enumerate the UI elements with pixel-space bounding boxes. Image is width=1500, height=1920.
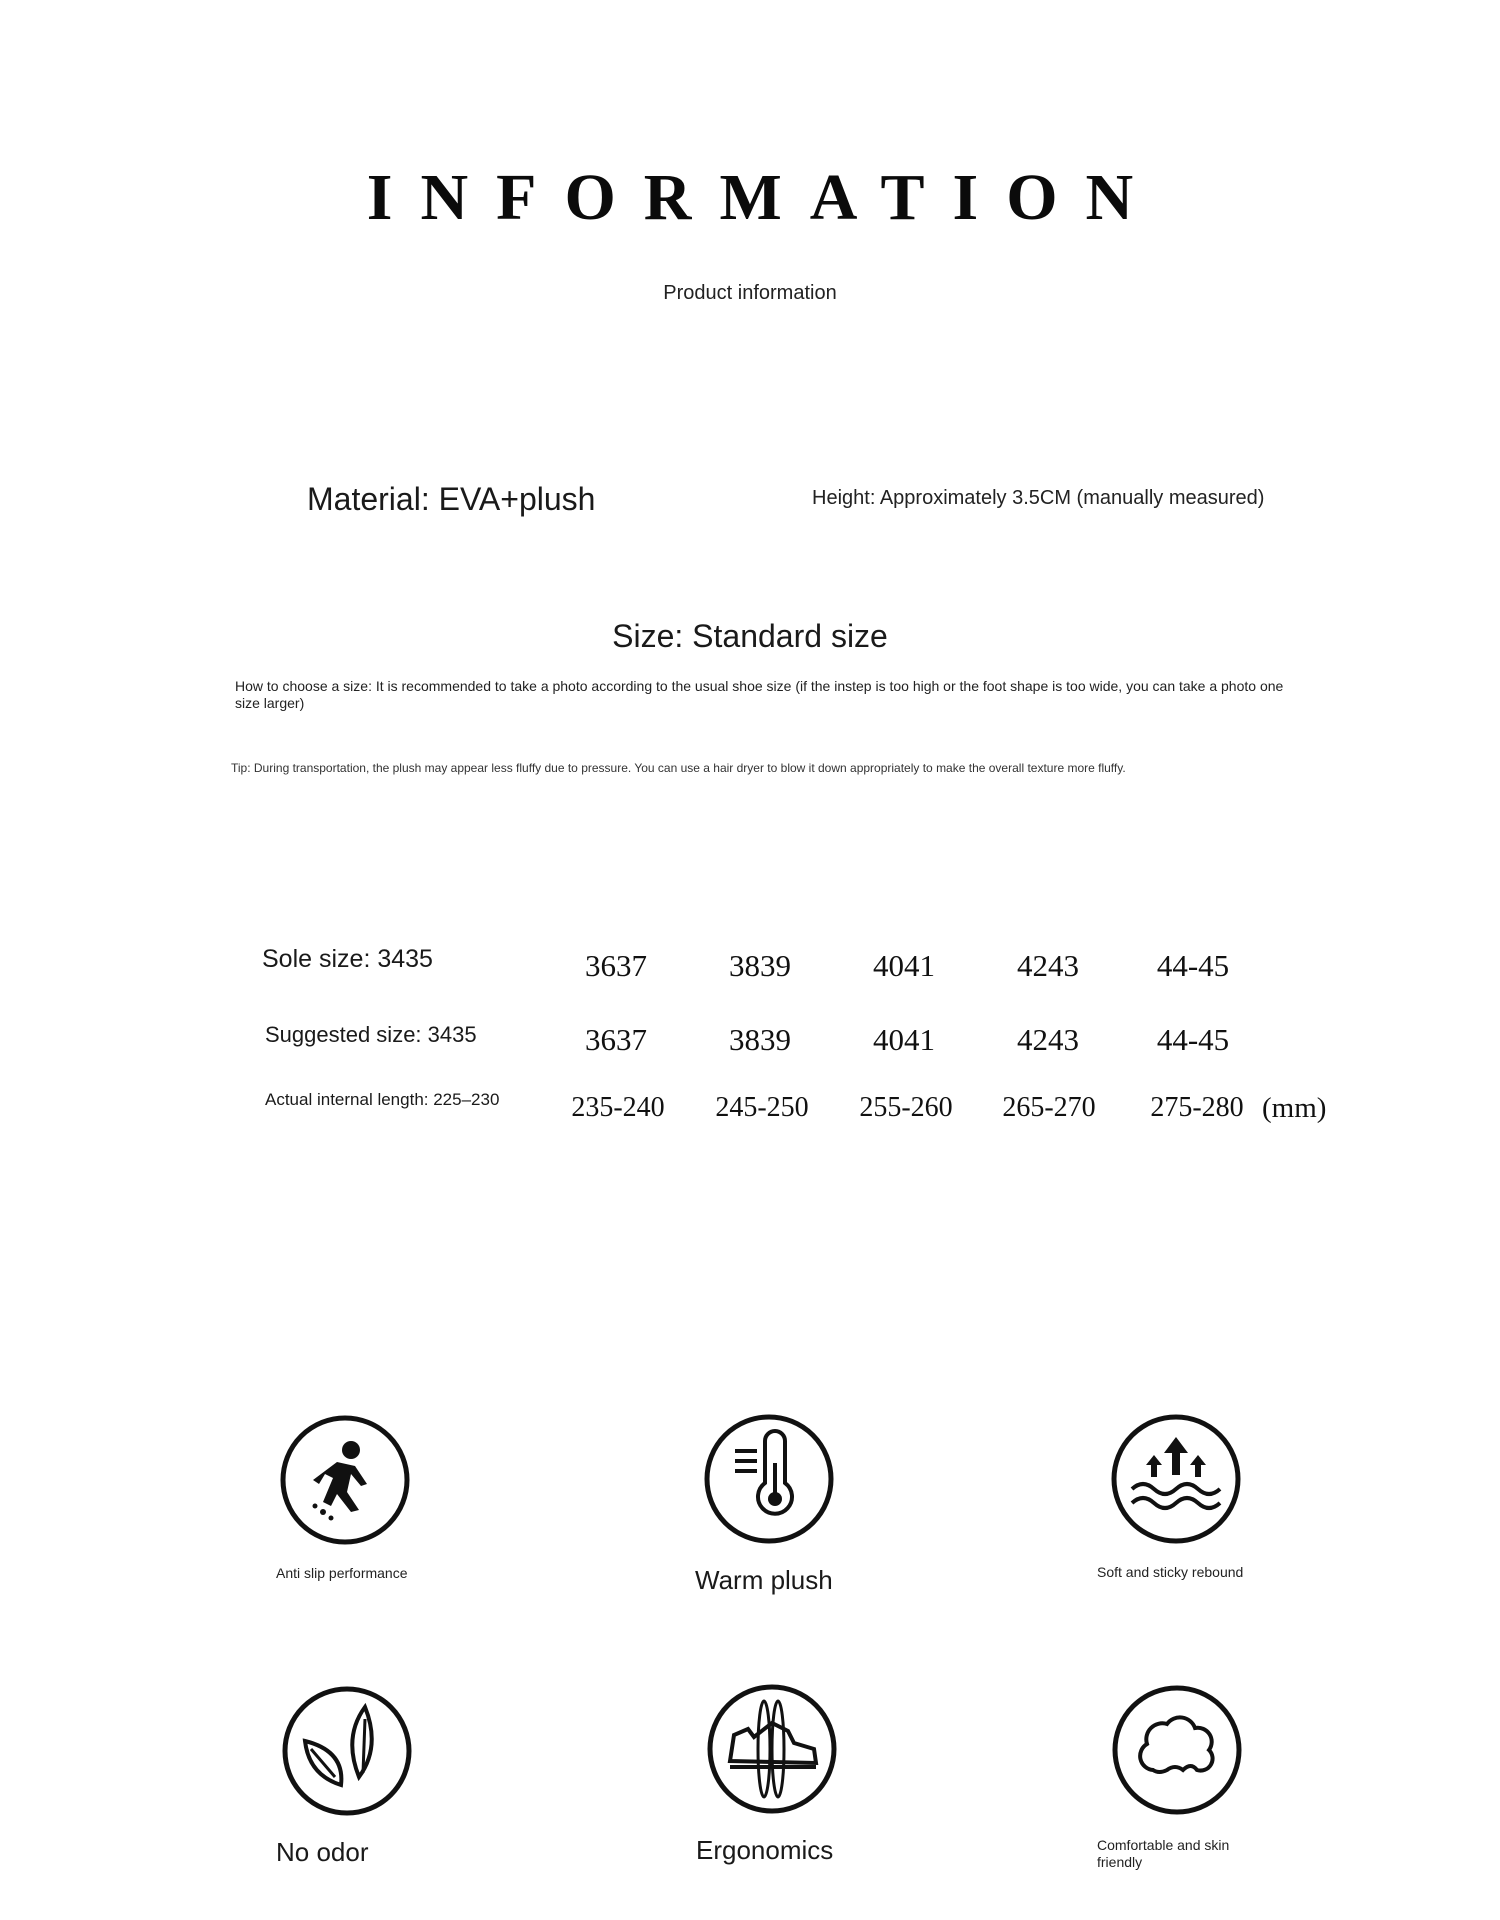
suggested-size-label: Suggested size: 3435 [265,1022,477,1047]
table-cell: 4041 [873,1022,935,1057]
cloud-icon [1111,1684,1243,1816]
table-cell: 4041 [873,948,935,983]
sole-size-label: Sole size: 3435 [262,945,433,973]
table-cell: 44-45 [1156,1022,1230,1057]
transport-tip: Tip: During transportation, the plush may appear less fluffy due to pressure. You can use a hair dryer to blow it down appropriately to make the overall texture more fluffy. [231,761,1126,775]
table-cell: 255-260 [859,1092,953,1123]
unit-label: (mm) [1262,1092,1327,1124]
shoe-icon [706,1683,838,1815]
height-spec: Height: Approximately 3.5CM (manually measured) [812,487,1265,509]
table-cell: 3839 [729,948,791,983]
table-cell: 245-250 [715,1092,809,1123]
table-cell: 3637 [585,1022,647,1057]
feature-caption: Soft and sticky rebound [1097,1564,1244,1580]
feature-caption: No odor [276,1837,369,1867]
table-cell: 3637 [585,948,647,983]
thermometer-icon [703,1413,835,1545]
size-advice: How to choose a size: It is recommended to take a photo according to the usual shoe size (if the instep is too high or the foot shape is too wide, you can take a photo one size larger) [235,678,1284,711]
table-cell: 44-45 [1156,948,1230,983]
table-cell: 3839 [729,1022,791,1057]
table-cell: 265-270 [1002,1092,1096,1123]
size-title: Size: Standard size [612,618,888,654]
feature-caption: Warm plush [695,1565,833,1595]
page-title: INFORMATION [366,161,1162,234]
rebound-waves-icon [1110,1413,1242,1545]
table-cell: 4243 [1017,948,1079,983]
internal-length-label: Actual internal length: 225–230 [265,1090,500,1109]
feature-caption: Anti slip performance [276,1565,408,1581]
feature-caption: Comfortable and skin friendly [1097,1837,1230,1870]
table-cell: 275-280 [1150,1092,1244,1123]
material-spec: Material: EVA+plush [307,481,596,517]
table-cell: 4243 [1017,1022,1079,1057]
table-cell: 235-240 [571,1092,665,1123]
feature-caption: Ergonomics [696,1835,834,1865]
page-subtitle: Product information [663,282,837,304]
leaves-icon [281,1685,413,1817]
anti-slip-icon [279,1414,411,1546]
